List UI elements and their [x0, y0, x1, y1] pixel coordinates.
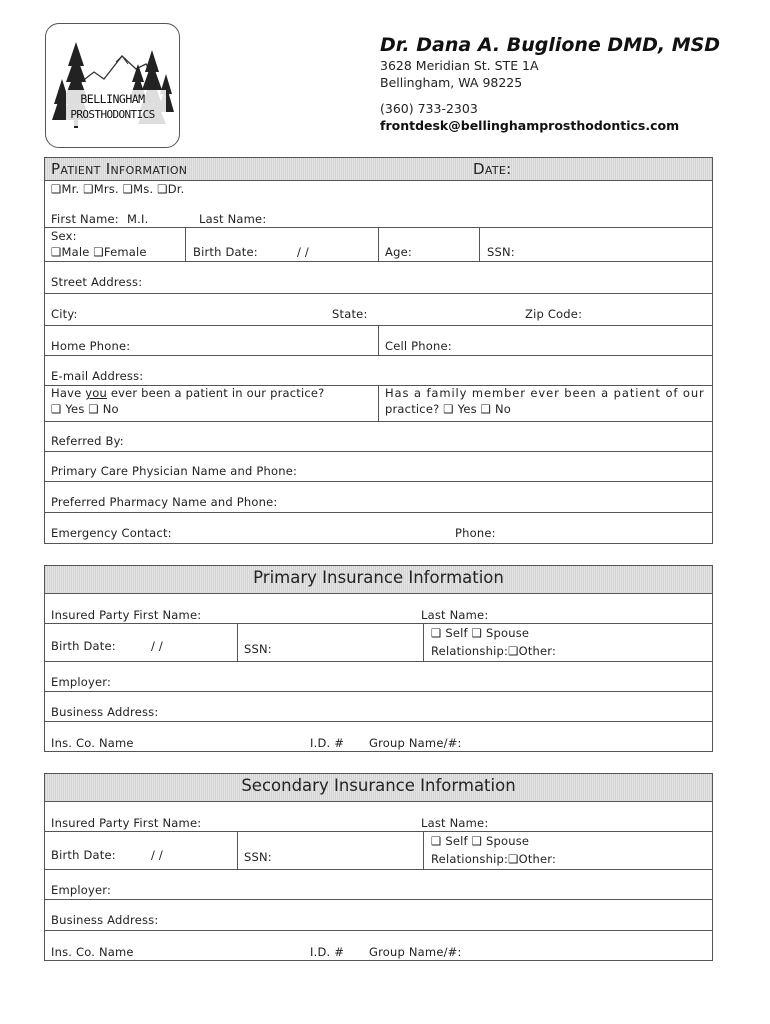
- referred-by-field[interactable]: Referred By:: [51, 434, 124, 448]
- primary-insurance-title: Primary Insurance Information: [253, 568, 504, 587]
- relationship-other[interactable]: Relationship:❑Other:: [431, 852, 557, 866]
- business-address-field[interactable]: Business Address:: [51, 913, 159, 927]
- insured-birth-date-field[interactable]: Birth Date:: [51, 848, 116, 862]
- secondary-insurance-title: Secondary Insurance Information: [241, 776, 516, 795]
- patient-info-title: Patient Information: [51, 160, 188, 178]
- patient-information-section: [44, 157, 713, 544]
- practice-email: frontdesk@bellinghamprosthodontics.com: [380, 118, 680, 133]
- practice-phone: (360) 733-2303: [380, 101, 478, 116]
- primary-insurance-section: [44, 565, 713, 752]
- last-name-field[interactable]: Last Name:: [199, 212, 267, 226]
- relationship-other[interactable]: Relationship:❑Other:: [431, 644, 557, 658]
- family-member-question: Has a family member ever been a patient of our: [385, 386, 705, 400]
- insurance-company-name-field[interactable]: Ins. Co. Name: [51, 945, 134, 959]
- first-name-field[interactable]: First Name:: [51, 212, 119, 226]
- logo-line-1: BELLINGHAM: [80, 92, 145, 106]
- group-name-field[interactable]: Group Name/#:: [369, 945, 462, 959]
- employer-field[interactable]: Employer:: [51, 675, 112, 689]
- date-label[interactable]: Date:: [473, 160, 512, 178]
- birth-date-slashes: / /: [297, 245, 310, 259]
- insured-ssn-field[interactable]: SSN:: [244, 642, 272, 656]
- middle-initial-field[interactable]: M.I.: [127, 212, 149, 226]
- insured-birth-date-field[interactable]: Birth Date:: [51, 639, 116, 653]
- relationship-self-spouse[interactable]: ❑ Self ❑ Spouse: [431, 626, 530, 640]
- insured-first-name-field[interactable]: Insured Party First Name:: [51, 816, 202, 830]
- title-checkboxes[interactable]: ❑Mr. ❑Mrs. ❑Ms. ❑Dr.: [51, 182, 185, 196]
- mountain-trees-icon: [46, 24, 179, 147]
- employer-field[interactable]: Employer:: [51, 883, 112, 897]
- primary-care-physician-field[interactable]: Primary Care Physician Name and Phone:: [51, 464, 298, 478]
- emergency-phone-field[interactable]: Phone:: [455, 526, 496, 540]
- emergency-contact-field[interactable]: Emergency Contact:: [51, 526, 172, 540]
- business-address-field[interactable]: Business Address:: [51, 705, 159, 719]
- previous-patient-question: Have you ever been a patient in our practice?: [51, 386, 325, 400]
- logo-line-2: PROSTHODONTICS: [70, 108, 155, 121]
- insured-birth-date-slashes: / /: [151, 639, 164, 653]
- ssn-field[interactable]: SSN:: [487, 245, 515, 259]
- insurance-id-field[interactable]: I.D. #: [310, 945, 345, 959]
- email-address-field[interactable]: E-mail Address:: [51, 369, 144, 383]
- home-phone-field[interactable]: Home Phone:: [51, 339, 131, 353]
- insurance-company-name-field[interactable]: Ins. Co. Name: [51, 736, 134, 750]
- relationship-self-spouse[interactable]: ❑ Self ❑ Spouse: [431, 834, 530, 848]
- insured-last-name-field[interactable]: Last Name:: [421, 608, 489, 622]
- practice-logo: [45, 23, 180, 148]
- zip-code-field[interactable]: Zip Code:: [525, 307, 583, 321]
- insured-birth-date-slashes: / /: [151, 848, 164, 862]
- secondary-insurance-section: [44, 773, 713, 961]
- insured-ssn-field[interactable]: SSN:: [244, 850, 272, 864]
- address-line-2: Bellingham, WA 98225: [380, 75, 523, 90]
- street-address-field[interactable]: Street Address:: [51, 275, 143, 289]
- address-line-1: 3628 Meridian St. STE 1A: [380, 58, 539, 73]
- cell-phone-field[interactable]: Cell Phone:: [385, 339, 452, 353]
- insured-first-name-field[interactable]: Insured Party First Name:: [51, 608, 202, 622]
- preferred-pharmacy-field[interactable]: Preferred Pharmacy Name and Phone:: [51, 495, 278, 509]
- insurance-id-field[interactable]: I.D. #: [310, 736, 345, 750]
- state-field[interactable]: State:: [332, 307, 368, 321]
- family-member-yes-no[interactable]: practice? ❑ Yes ❑ No: [385, 402, 512, 416]
- previous-patient-yes-no[interactable]: ❑ Yes ❑ No: [51, 402, 119, 416]
- sex-checkboxes[interactable]: ❑Male ❑Female: [51, 245, 147, 259]
- age-field[interactable]: Age:: [385, 245, 412, 259]
- city-field[interactable]: City:: [51, 307, 78, 321]
- sex-label: Sex:: [51, 229, 77, 243]
- doctor-name: Dr. Dana A. Buglione DMD, MSD: [380, 34, 721, 56]
- group-name-field[interactable]: Group Name/#:: [369, 736, 462, 750]
- birth-date-field[interactable]: Birth Date:: [193, 245, 258, 259]
- insured-last-name-field[interactable]: Last Name:: [421, 816, 489, 830]
